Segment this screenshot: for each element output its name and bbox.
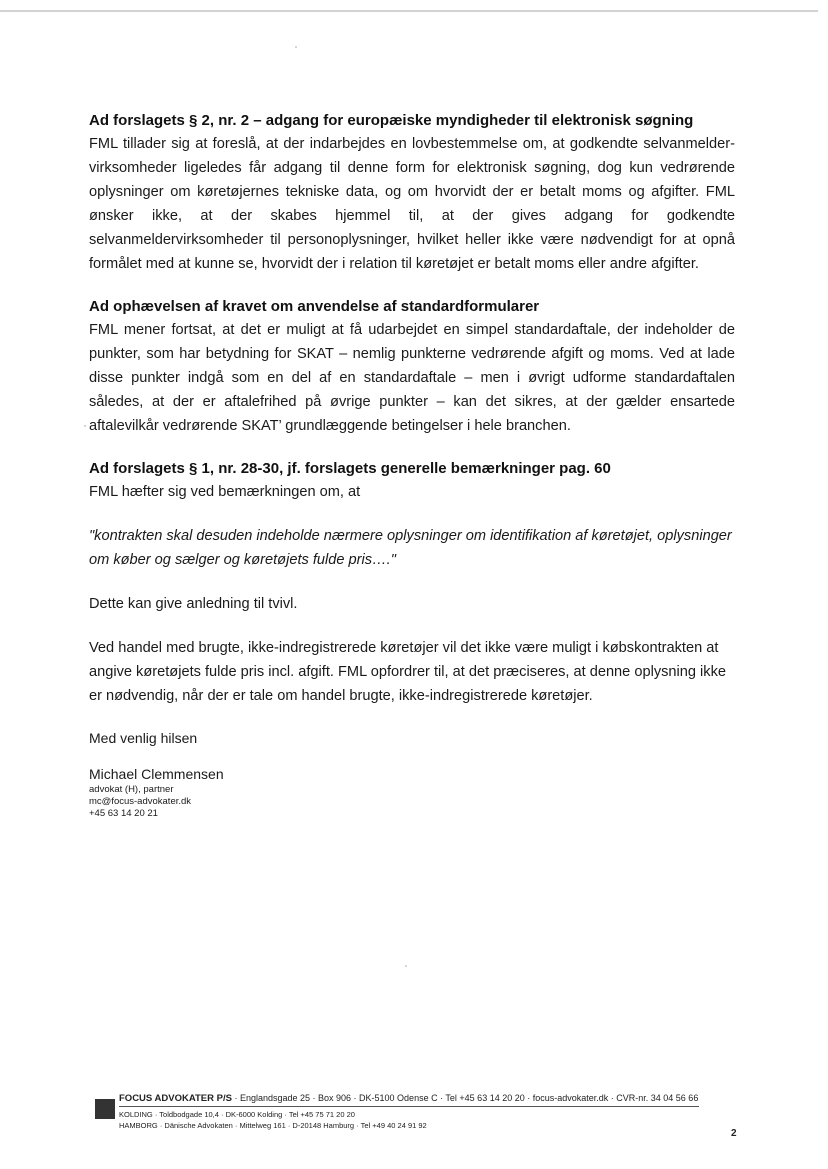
- scan-speck: [295, 46, 297, 48]
- section-heading-electronic-search: Ad forslagets § 2, nr. 2 – adgang for europæiske myndigheder til elektronisk søgning: [89, 112, 694, 129]
- signature-phone: +45 63 14 20 21: [89, 808, 158, 819]
- section-body-standard-forms: FML mener fortsat, at det er muligt at få udarbejdet en simpel standardaftale, der indeholder de punkter, som har betydning for SKAT – nemlig punkterne vedrørende afgift og moms. Ved at lade disse punkter indgå som en del af en standardaftale – men i øvrigt udforme standardaftalen således, at der er aftalefrihed på øvrige punkter – kan det sikres, at der gælder ensartede aftalevilkår vedrørende SKAT’ grundlæggende betingelser i hele branchen.: [89, 322, 735, 434]
- scan-speck: [405, 965, 407, 967]
- contract-quote: "kontrakten skal desuden indeholde nærmere oplysninger om identifikation af køretøjet, oplysninger om køber og sælger og køretøjets fulde pris….": [89, 528, 732, 568]
- signature-title: advokat (H), partner: [89, 784, 174, 795]
- footer-hamburg-line: HAMBORG · Dänische Advokaten · Mittelweg 161 · D-20148 Hamburg · Tel +49 40 24 91 92: [119, 1121, 427, 1130]
- closing-greeting: Med venlig hilsen: [89, 730, 198, 746]
- section-body-remarks: FML hæfter sig ved bemærkningen om, at: [89, 484, 361, 500]
- letter-body: [89, 110, 735, 820]
- section-heading-standard-forms: Ad ophævelsen af kravet om anvendelse af standardformularer: [89, 298, 540, 315]
- page-number: 2: [731, 1128, 737, 1139]
- doubt-paragraph: Dette kan give anledning til tvivl.: [89, 596, 298, 612]
- signature-block: [89, 764, 735, 820]
- footer-odense-address: · Englandsgade 25 · Box 906 · DK-5100 Odense C · Tel +45 63 14 20 20 · focus-advokater.dk · CVR-nr. 34 04 56 66: [231, 1093, 699, 1103]
- section-body-electronic-search: FML tillader sig at foreslå, at der indarbejdes en lovbestemmelse om, at godkendte selvanmelder-virksomheder ligeledes får adgang til denne form for elektronisk søgning, dog kun vedrørende oplysninger om køretøjernes tekniske data, og om hvorvidt der er betalt moms og afgifter. FML ønsker ikke, at der skabes hjemmel til, at der gives adgang for godkendte selvanmeldervirksomheder til personoplysninger, hvilket heller ikke være nødvendigt for at opnå formålet med at kunne se, hvorvidt der i relation til køretøjet er betalt moms eller andre afgifter.: [89, 136, 735, 272]
- scan-edge-line: [0, 10, 818, 12]
- footer-odense-line: [119, 1092, 698, 1105]
- firm-logo-icon: [95, 1099, 115, 1119]
- footer-kolding-line: KOLDING · Toldbodgade 10,4 · DK-6000 Kolding · Tel +45 75 71 20 20: [119, 1110, 355, 1119]
- footer-divider: [119, 1106, 699, 1107]
- scan-speck: [84, 425, 86, 427]
- used-vehicles-paragraph: Ved handel med brugte, ikke-indregistrerede køretøjer vil det ikke være muligt i købskontrakten at angive køretøjets fulde pris incl. afgift. FML opfordrer til, at det præciseres, at denne oplysning ikke er nødvendig, når der er tale om handel brugte, ikke-indregistrerede køretøjer.: [89, 640, 727, 704]
- section-heading-remarks: Ad forslagets § 1, nr. 28-30, jf. forslagets generelle bemærkninger pag. 60: [89, 460, 611, 477]
- signature-name: Michael Clemmensen: [89, 766, 224, 782]
- signature-email: mc@focus-advokater.dk: [89, 796, 192, 807]
- footer-firm-name: FOCUS ADVOKATER P/S: [119, 1093, 232, 1104]
